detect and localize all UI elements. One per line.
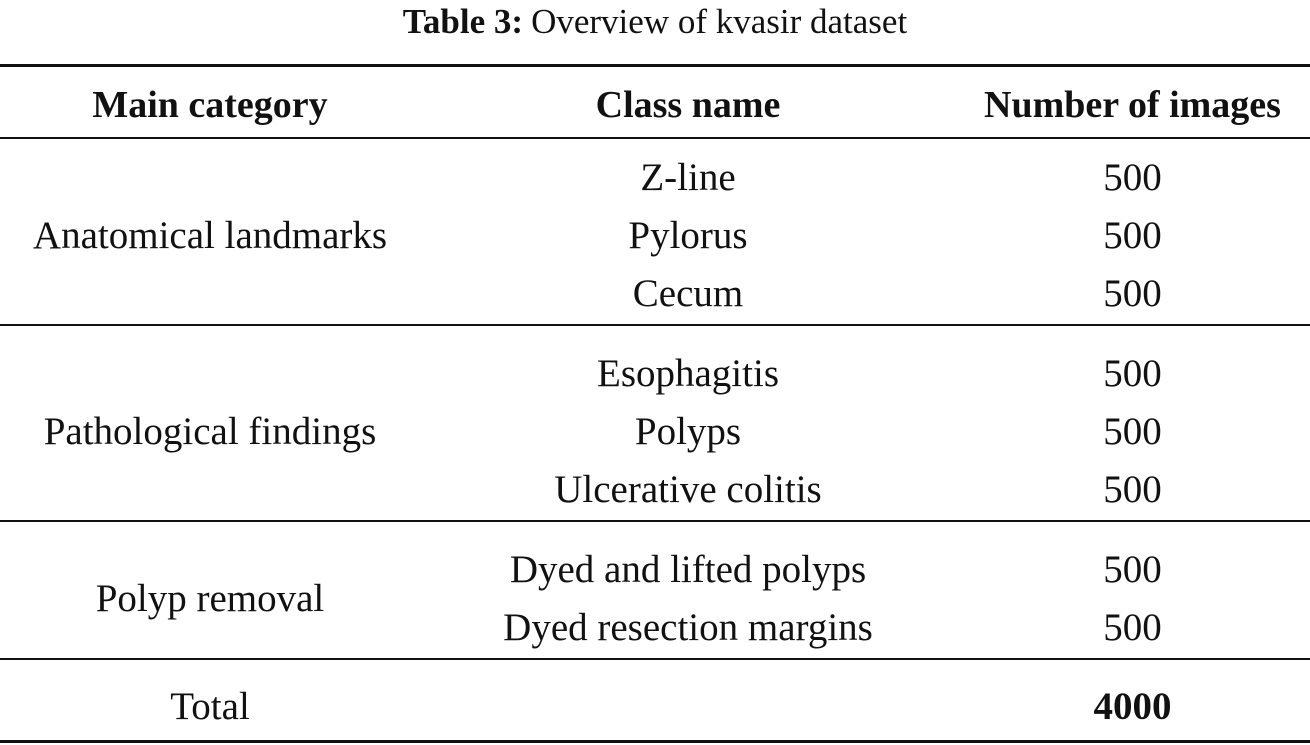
group-rule [0,520,1310,522]
image-count-cell: 500 [1103,272,1162,315]
caption-label: Table 3: [402,2,524,41]
class-name-cell: Esophagitis [597,352,779,395]
header-class-name: Class name [595,84,781,126]
group-rule [0,324,1310,326]
total-count: 4000 [1093,685,1172,728]
caption-text: Overview of kvasir dataset [531,2,908,41]
class-name-cell: Ulcerative colitis [554,468,822,511]
class-name-cell: Dyed resection margins [503,606,873,649]
class-name-cell: Dyed and lifted polyps [509,548,867,591]
header-number-of-images: Number of images [984,84,1281,126]
image-count-cell: 500 [1103,214,1162,257]
class-name-cell: Pylorus [628,214,748,257]
total-rule [0,658,1310,660]
table-caption [0,2,1310,42]
class-name-cell: Cecum [632,272,744,315]
header-main-category: Main category [92,84,328,126]
image-count-cell: 500 [1103,548,1162,591]
category-cell: Pathological findings [43,410,377,453]
category-cell: Polyp removal [95,577,325,620]
image-count-cell: 500 [1103,606,1162,649]
category-cell: Anatomical landmarks [32,214,388,257]
bottom-rule [0,740,1310,743]
image-count-cell: 500 [1103,352,1162,395]
image-count-cell: 500 [1103,156,1162,199]
top-rule [0,64,1310,67]
total-label: Total [170,685,250,728]
class-name-cell: Polyps [634,410,742,453]
class-name-cell: Z-line [640,156,736,199]
image-count-cell: 500 [1103,468,1162,511]
image-count-cell: 500 [1103,410,1162,453]
header-rule [0,137,1310,139]
